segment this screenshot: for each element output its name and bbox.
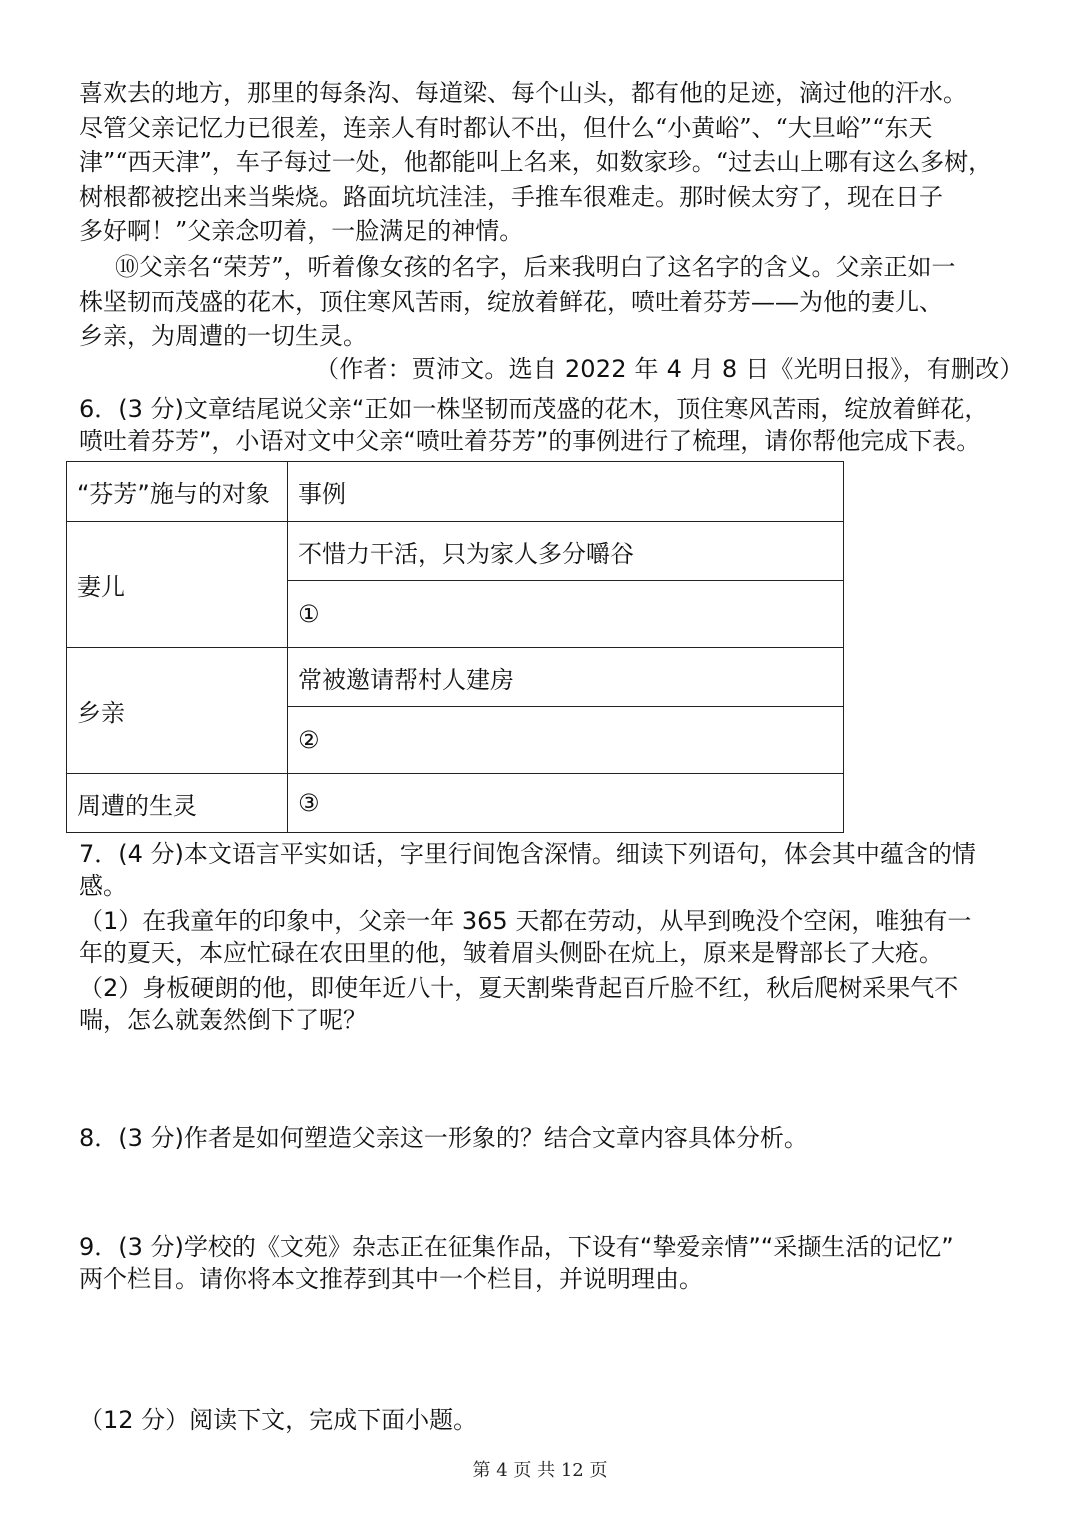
passage-paragraph-9 (79, 76, 1004, 249)
passage-line: 树根都被挖出来当柴烧。路面坑坑洼洼，手推车很难走。那时候太穷了，现在日子 (79, 182, 943, 211)
question-line: （2）身板硬朗的他，即使年近八十，夏天割柴背起百斤脸不红，秋后爬树采果气不 (79, 974, 959, 1002)
example-cell: 不惜力干活，只为家人多分嚼谷 (288, 522, 844, 581)
table-row (67, 648, 844, 707)
passage-paragraph-10 (79, 250, 1004, 354)
passage-line: 株坚韧而茂盛的花木，顶住寒风苦雨，绽放着鲜花，喷吐着芬芳——为他的妻儿、 (79, 287, 943, 316)
question-9 (79, 1231, 1009, 1295)
next-section-heading: （12 分）阅读下文，完成下面小题。 (79, 1406, 478, 1434)
question-line: 6．(3 分)文章结尾说父亲“正如一株坚韧而茂盛的花木，顶住寒风苦雨，绽放着鲜花， (79, 395, 989, 423)
target-cell: 周遭的生灵 (67, 774, 288, 833)
table-row (67, 774, 844, 833)
blank-3-cell[interactable]: ③ (288, 774, 844, 833)
question-line: 9．(3 分)学校的《文苑》杂志正在征集作品，下设有“挚爱亲情”“采撷生活的记忆” (79, 1233, 954, 1261)
target-cell: 妻儿 (67, 522, 288, 648)
blank-1-cell[interactable]: ① (288, 581, 844, 648)
question-line: （1）在我童年的印象中，父亲一年 365 天都在劳动，从早到晚没个空闲，唯独有一 (79, 907, 972, 935)
question-6 (79, 393, 1009, 457)
table-header-row (67, 462, 844, 522)
question-line: 7．(4 分)本文语言平实如话，字里行间饱含深情。细读下列语句，体会其中蕴含的情 (79, 840, 976, 868)
header-target: “芬芳”施与的对象 (67, 462, 288, 522)
example-cell: 常被邀请帮村人建房 (288, 648, 844, 707)
page-footer: 第 4 页 共 12 页 (472, 1460, 608, 1481)
answer-table (66, 461, 844, 833)
question-8: 8．(3 分)作者是如何塑造父亲这一形象的？结合文章内容具体分析。 (79, 1124, 808, 1152)
question-line: 喘，怎么就轰然倒下了呢？ (79, 1006, 367, 1034)
passage-line: 喜欢去的地方，那里的每条沟、每道梁、每个山头，都有他的足迹，滴过他的汗水。 (79, 79, 967, 107)
target-cell: 乡亲 (67, 648, 288, 774)
question-line: 两个栏目。请你将本文推荐到其中一个栏目，并说明理由。 (79, 1265, 703, 1293)
passage-line: ⑩父亲名“荣芳”，听着像女孩的名字，后来我明白了这名字的含义。父亲正如一 (115, 253, 956, 281)
passage-line: 津”“西天津”，车子每过一处，他都能叫上名来，如数家珍。“过去山上哪有这么多树， (79, 148, 993, 176)
question-line: 感。 (79, 872, 127, 900)
blank-2-cell[interactable]: ② (288, 707, 844, 774)
question-7 (79, 838, 1009, 1036)
passage-line: 多好啊！”父亲念叨着，一脸满足的神情。 (79, 217, 524, 245)
passage-line: 乡亲，为周遭的一切生灵。 (79, 322, 367, 350)
question-line: 喷吐着芬芳”，小语对文中父亲“喷吐着芬芳”的事例进行了梳理，请你帮他完成下表。 (79, 427, 981, 455)
question-line: 年的夏天，本应忙碌在农田里的他，皱着眉头侧卧在炕上，原来是臀部长了大疮。 (79, 939, 943, 967)
passage-source: （作者：贾沛文。选自 2022 年 4 月 8 日《光明日报》，有删改） (315, 355, 1024, 383)
header-example: 事例 (288, 462, 844, 522)
table-row (67, 522, 844, 581)
passage-line: 尽管父亲记忆力已很差，连亲人有时都认不出，但什么“小黄峪”、“大旦峪”“东天 (79, 113, 933, 142)
